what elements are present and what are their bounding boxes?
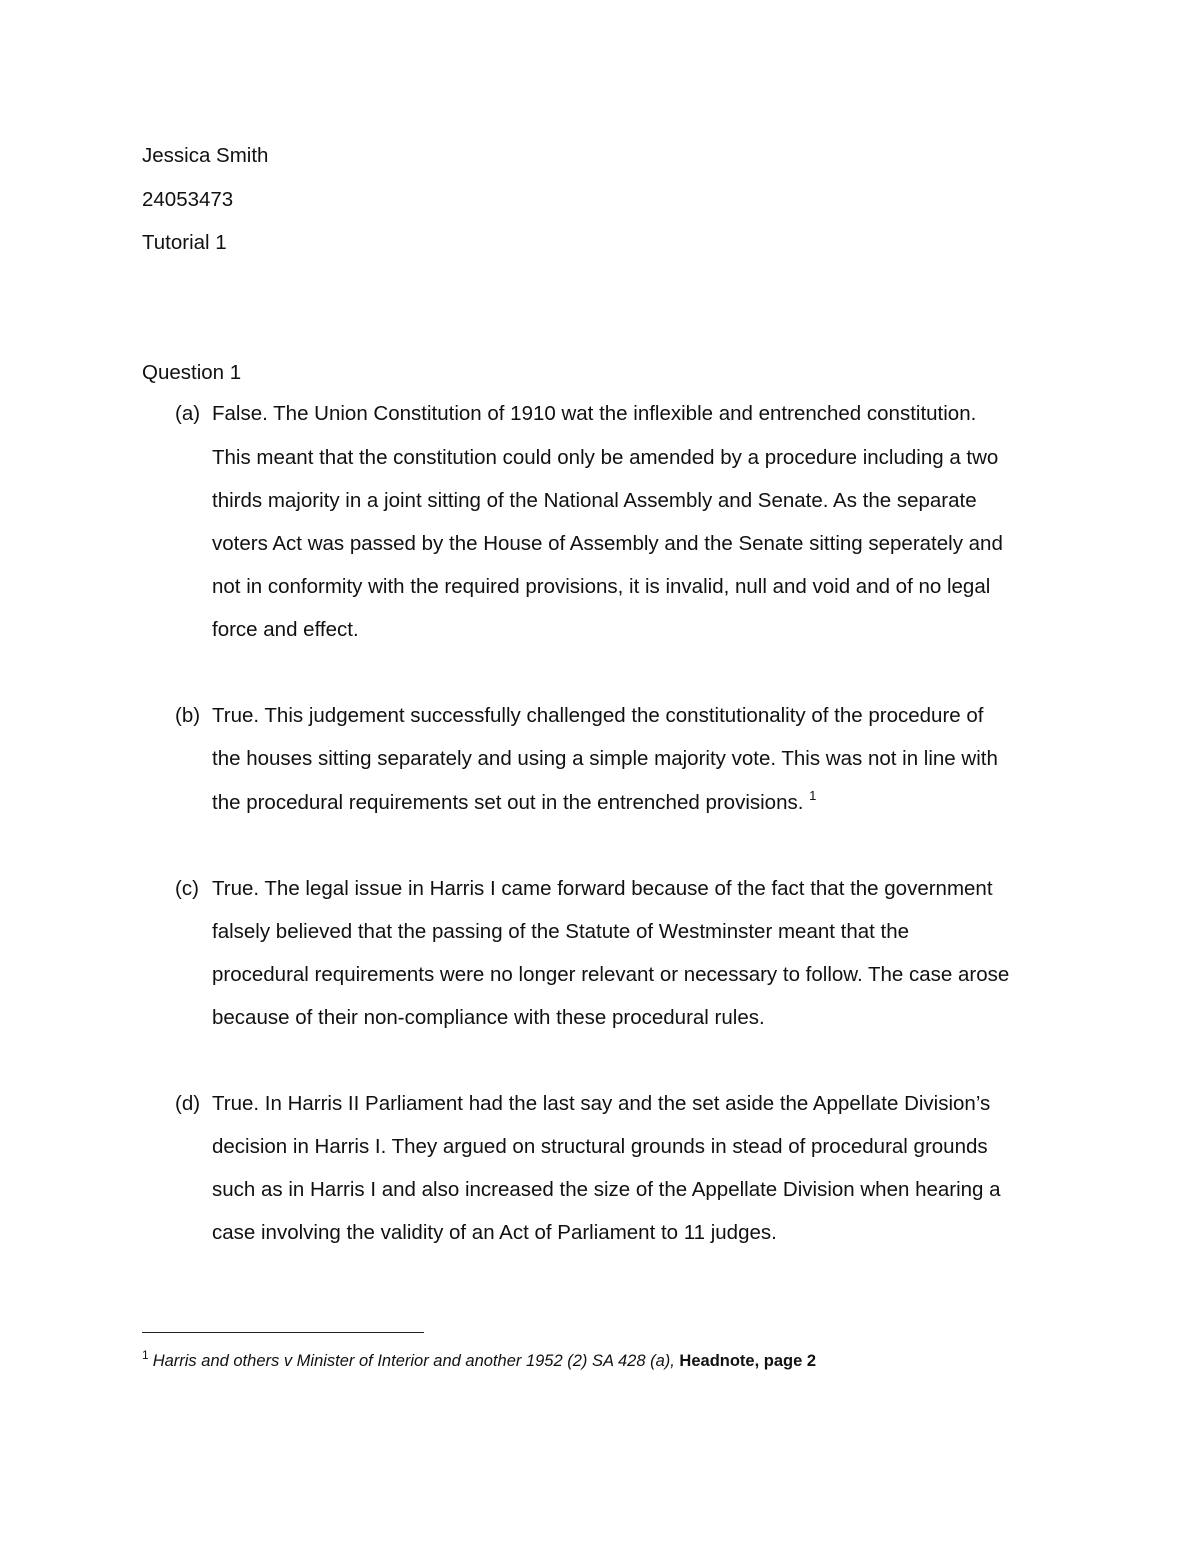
answer-line: False. The Union Constitution of 1910 wat the inflexible and entrenched constitution. [212, 402, 977, 425]
student-number: 24053473 [142, 188, 234, 211]
answer-line: the houses sitting separately and using a simple majority vote. This was not in line with [212, 747, 998, 770]
answer-line: because of their non-compliance with these procedural rules. [212, 1006, 765, 1029]
answer-line: falsely believed that the passing of the Statute of Westminster meant that the [212, 920, 910, 943]
answer-line: This meant that the constitution could only be amended by a procedure including a two [212, 446, 999, 469]
footnote-reference[interactable]: 1 [809, 788, 817, 803]
tutorial-label: Tutorial 1 [142, 231, 227, 254]
answer-label: (c) [175, 877, 199, 900]
answer-line: not in conformity with the required provisions, it is invalid, null and void and of no legal [212, 575, 991, 598]
answer-label: (b) [175, 704, 201, 727]
footnote-separator [142, 1332, 424, 1333]
footnote-citation: Harris and others v Minister of Interior and another 1952 (2) SA 428 (a), [152, 1352, 675, 1370]
answer-line: True. In Harris II Parliament had the last say and the set aside the Appellate Division’s [212, 1092, 991, 1115]
answer-line: True. The legal issue in Harris I came forward because of the fact that the government [212, 877, 993, 900]
answer-line: case involving the validity of an Act of Parliament to 11 judges. [212, 1221, 777, 1244]
answer-line: procedural requirements were no longer relevant or necessary to follow. The case arose [212, 963, 1010, 986]
answer-line: decision in Harris I. They argued on structural grounds in stead of procedural grounds [212, 1135, 988, 1158]
student-name: Jessica Smith [142, 144, 269, 167]
footnote-number: 1 [142, 1348, 149, 1362]
answer-label: (a) [175, 402, 201, 425]
answer-label: (d) [175, 1092, 201, 1115]
footnote-headnote: Headnote, page 2 [674, 1352, 817, 1370]
answer-line: True. This judgement successfully challenged the constitutionality of the procedure of [212, 704, 984, 727]
answer-line: such as in Harris I and also increased the size of the Appellate Division when hearing a [212, 1178, 1001, 1201]
answer-line: force and effect. [212, 618, 359, 641]
answer-line: voters Act was passed by the House of Assembly and the Senate sitting seperately and [212, 532, 1003, 555]
question-title: Question 1 [142, 361, 242, 384]
answer-line: thirds majority in a joint sitting of the National Assembly and Senate. As the separate [212, 489, 977, 512]
footnote [142, 1350, 816, 1373]
answer-line: the procedural requirements set out in the entrenched provisions. [212, 791, 804, 814]
answer-line-with-footnote [212, 790, 816, 818]
